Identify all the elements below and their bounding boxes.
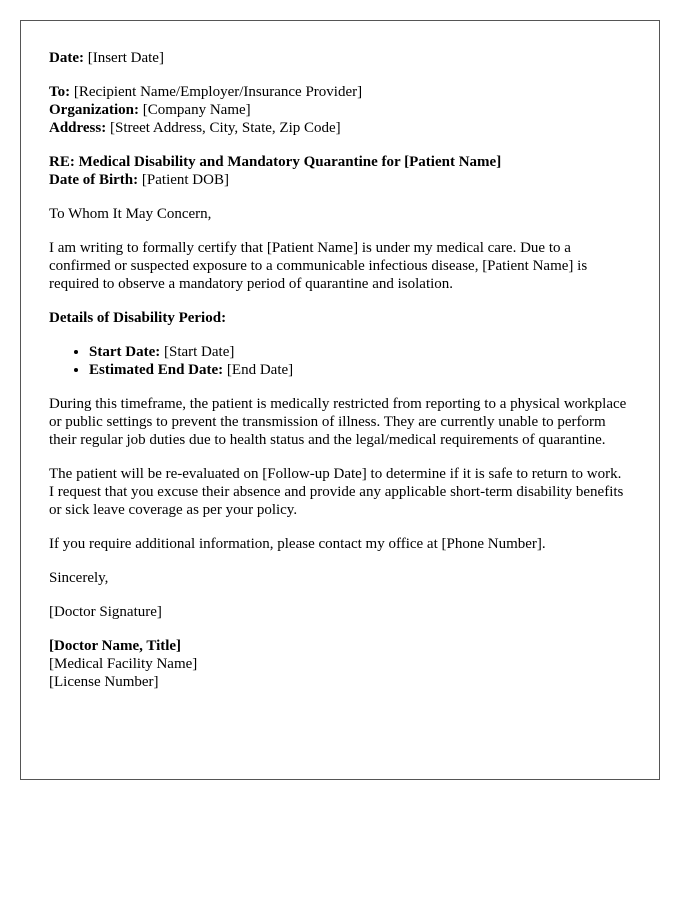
paragraph-contact: If you require additional information, please contact my office at [Phone Number]. xyxy=(49,536,546,552)
paragraph-certification: I am writing to formally certify that [Patient Name] is under my medical care. Due to a confirmed or suspected exposure to a communicable infectious disease, [Patient Name] is required to observe a mandatory period of quarantine and isolation. xyxy=(49,240,588,292)
paragraph-reevaluation: The patient will be re-evaluated on [Follow-up Date] to determine if it is safe to return to work. I request that you excuse their absence and provide any applicable short-term disability benefits or sick leave coverage as per your policy. xyxy=(49,466,624,518)
dob-label: Date of Birth: xyxy=(49,172,139,188)
to-value: [Recipient Name/Employer/Insurance Provider] xyxy=(73,84,363,100)
details-list xyxy=(49,343,629,379)
subject-block xyxy=(49,153,629,189)
address-value: [Street Address, City, State, Zip Code] xyxy=(109,120,341,136)
to-line xyxy=(49,83,629,101)
address-line xyxy=(49,119,629,137)
letter-content xyxy=(49,49,629,707)
closing: Sincerely, xyxy=(49,570,109,586)
organization-value: [Company Name] xyxy=(142,102,251,118)
dob-line xyxy=(49,171,629,189)
re-line: RE: Medical Disability and Mandatory Quarantine for [Patient Name] xyxy=(49,154,502,170)
organization-line xyxy=(49,101,629,119)
license-number: [License Number] xyxy=(49,674,159,690)
end-date-value: [End Date] xyxy=(226,362,294,378)
doctor-details xyxy=(49,637,629,691)
recipient-block xyxy=(49,83,629,137)
salutation: To Whom It May Concern, xyxy=(49,206,212,222)
end-date-label: Estimated End Date: xyxy=(89,362,224,378)
date-line xyxy=(49,49,629,67)
address-label: Address: xyxy=(49,120,107,136)
date-value: [Insert Date] xyxy=(87,50,164,66)
details-heading: Details of Disability Period: xyxy=(49,310,227,326)
doctor-name: [Doctor Name, Title] xyxy=(49,638,182,654)
signature-block xyxy=(49,569,629,691)
doctor-signature: [Doctor Signature] xyxy=(49,604,162,620)
date-label: Date: xyxy=(49,50,84,66)
paragraph-restrictions: During this timeframe, the patient is medically restricted from reporting to a physical workplace or public settings to prevent the transmission of illness. They are currently unable to perform their regular job duties due to health status and the legal/medical requirements of quarantine. xyxy=(49,396,627,448)
start-date-item xyxy=(89,343,629,361)
end-date-item xyxy=(89,361,629,379)
dob-value: [Patient DOB] xyxy=(141,172,229,188)
organization-label: Organization: xyxy=(49,102,139,118)
start-date-label: Start Date: xyxy=(89,344,161,360)
start-date-value: [Start Date] xyxy=(163,344,235,360)
letter-page xyxy=(20,20,660,780)
medical-facility: [Medical Facility Name] xyxy=(49,656,198,672)
to-label: To: xyxy=(49,84,71,100)
